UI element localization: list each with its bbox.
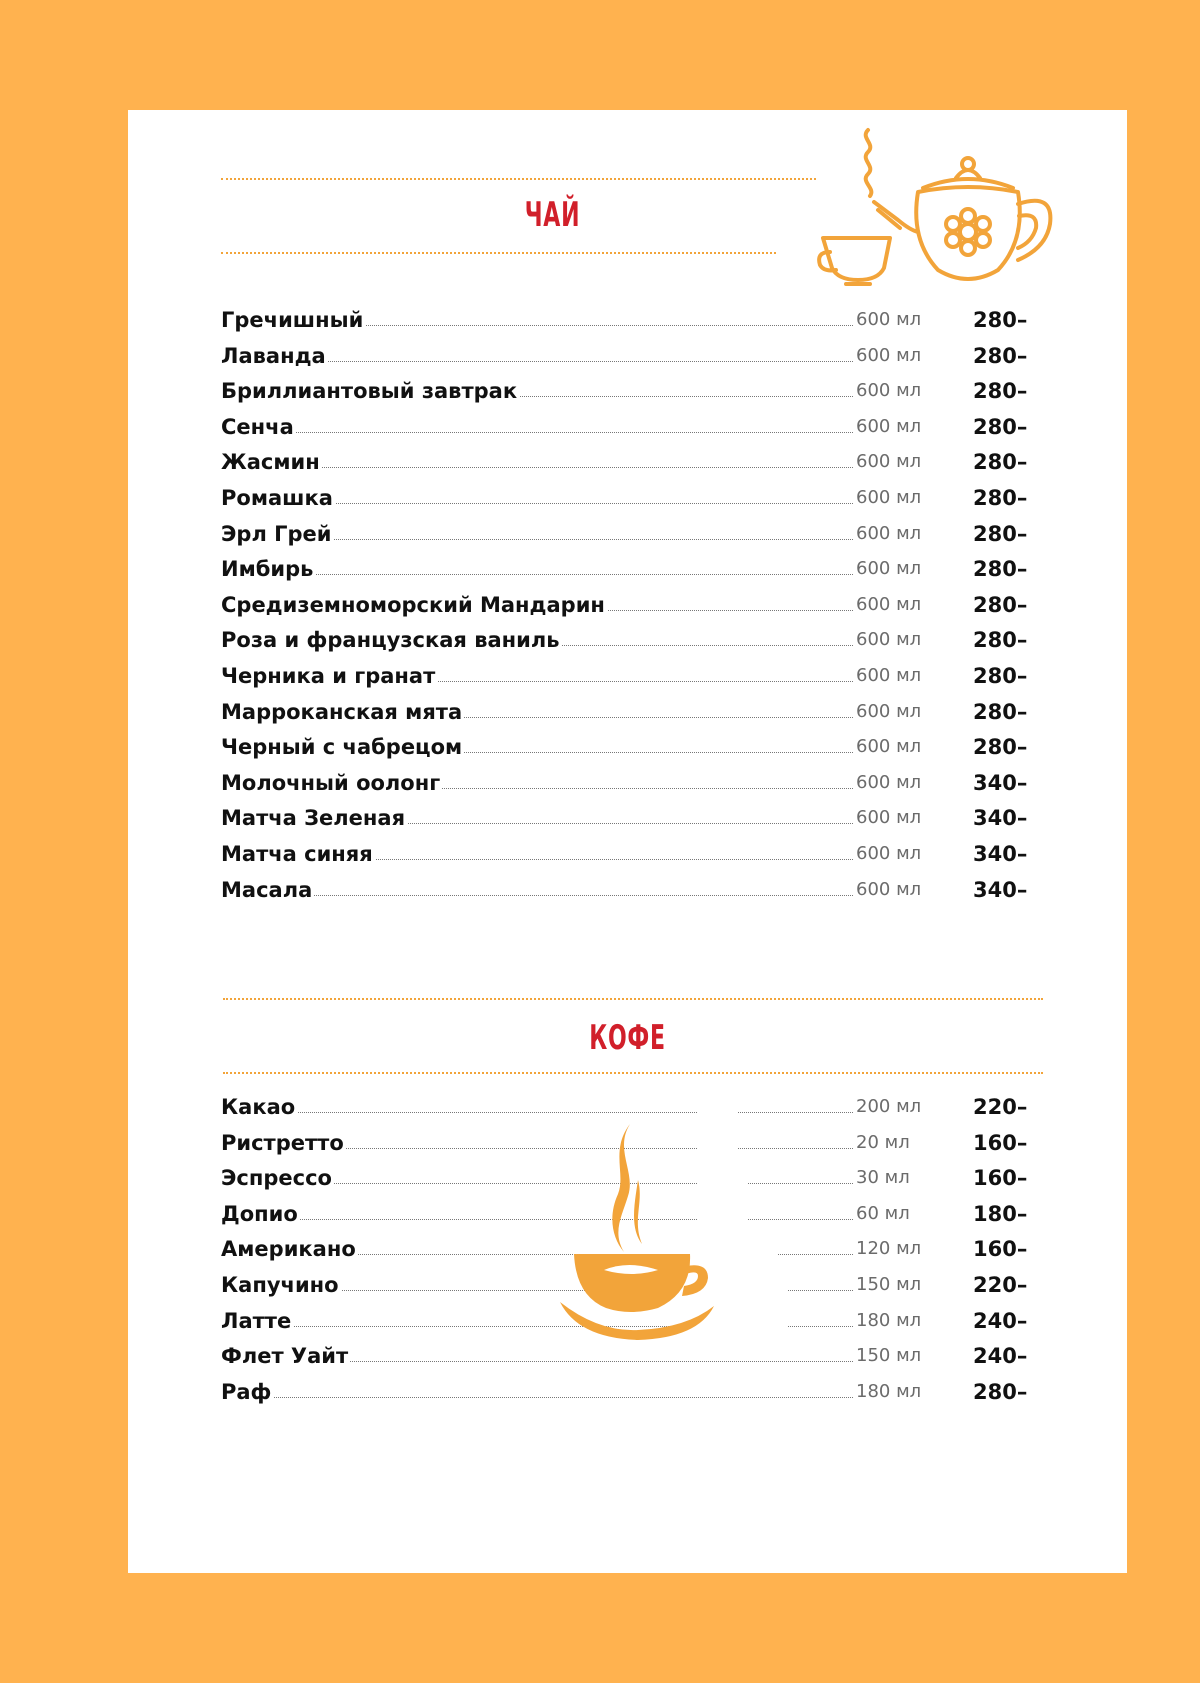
item-price: 340– (973, 770, 1028, 795)
item-price: 280– (973, 414, 1028, 439)
menu-row (128, 766, 1127, 800)
item-volume: 200 мл (856, 1096, 922, 1117)
menu-row (128, 837, 1127, 871)
item-name: Черный с чабрецом (221, 730, 464, 764)
coffee-title: КОФЕ (589, 1018, 666, 1058)
item-price: 160– (973, 1130, 1028, 1155)
item-name: Какао (221, 1090, 297, 1124)
item-volume: 600 мл (856, 843, 922, 864)
item-name: Молочный оолонг (221, 766, 442, 800)
item-price: 240– (973, 1308, 1028, 1333)
menu-row (128, 481, 1127, 515)
tea-top-divider (221, 178, 816, 180)
item-name: Эспрессо (221, 1161, 334, 1195)
item-name: Черника и гранат (221, 659, 437, 693)
tea-bottom-divider (221, 252, 776, 254)
menu-row (128, 588, 1127, 622)
menu-row (128, 1339, 1127, 1373)
item-price: 280– (973, 699, 1028, 724)
menu-row (128, 1090, 1127, 1124)
menu-row (128, 730, 1127, 764)
item-name: Матча Зеленая (221, 801, 407, 835)
item-name: Капучино (221, 1268, 341, 1302)
item-name: Латте (221, 1304, 293, 1338)
leader-dots (221, 432, 853, 433)
item-name: Масала (221, 873, 314, 907)
item-price: 280– (973, 308, 1028, 332)
item-volume: 120 мл (856, 1238, 922, 1260)
item-volume: 600 мл (856, 665, 922, 686)
item-volume: 150 мл (856, 1345, 922, 1367)
menu-row (128, 339, 1127, 373)
item-name: Средиземноморский Мандарин (221, 588, 607, 622)
coffee-top-divider (223, 998, 1043, 1000)
leader-dots (221, 895, 853, 896)
item-volume: 30 мл (856, 1167, 910, 1189)
leader-dots (221, 574, 853, 575)
menu-row (128, 374, 1127, 408)
item-name: Роза и французская ваниль (221, 623, 562, 657)
item-price: 280– (973, 1379, 1028, 1404)
item-volume: 600 мл (856, 344, 922, 366)
item-name: Американо (221, 1232, 358, 1266)
menu-row (128, 801, 1127, 835)
menu-row (128, 623, 1127, 657)
item-volume: 600 мл (856, 380, 922, 402)
menu-sheet (128, 110, 1127, 1573)
item-price: 240– (973, 1344, 1028, 1369)
item-name: Флет Уайт (221, 1339, 350, 1373)
item-volume: 600 мл (856, 629, 922, 651)
item-name: Ромашка (221, 481, 335, 515)
item-price: 160– (973, 1166, 1028, 1191)
item-volume: 600 мл (856, 558, 922, 580)
tea-title: ЧАЙ (524, 195, 581, 235)
item-name: Марроканская мята (221, 695, 464, 729)
menu-row (128, 873, 1127, 907)
item-price: 220– (973, 1095, 1028, 1119)
item-name: Сенча (221, 410, 296, 444)
menu-row (128, 303, 1127, 337)
item-price: 340– (973, 842, 1028, 866)
teapot-and-cup-icon (818, 120, 1058, 290)
item-name: Ристретто (221, 1126, 346, 1160)
steaming-coffee-cup-icon (558, 1120, 718, 1340)
item-name: Жасмин (221, 445, 322, 479)
item-price: 280– (973, 343, 1028, 368)
item-volume: 600 мл (856, 700, 922, 722)
coffee-bottom-divider (223, 1072, 1043, 1074)
menu-row (128, 410, 1127, 444)
item-volume: 600 мл (856, 771, 922, 793)
item-volume: 600 мл (856, 522, 922, 544)
item-volume: 180 мл (856, 1309, 922, 1331)
item-price: 280– (973, 379, 1028, 404)
item-price: 280– (973, 735, 1028, 760)
leader-dots (221, 1219, 853, 1220)
item-price: 280– (973, 664, 1028, 688)
item-volume: 600 мл (856, 451, 922, 473)
item-price: 280– (973, 521, 1028, 546)
dots-gap (698, 1104, 738, 1118)
menu-row (128, 517, 1127, 551)
item-name: Гречишный (221, 303, 365, 337)
item-name: Имбирь (221, 552, 315, 586)
leader-dots (221, 1397, 853, 1398)
item-name: Лаванда (221, 339, 328, 373)
item-volume: 600 мл (856, 415, 922, 437)
item-volume: 600 мл (856, 487, 922, 508)
item-price: 280– (973, 486, 1028, 510)
item-name: Раф (221, 1375, 273, 1409)
item-price: 280– (973, 628, 1028, 653)
item-volume: 20 мл (856, 1131, 910, 1153)
item-name: Матча синяя (221, 837, 375, 871)
item-volume: 180 мл (856, 1380, 922, 1402)
leader-dots (221, 1112, 853, 1113)
menu-row (128, 445, 1127, 479)
menu-row (128, 1375, 1127, 1409)
item-volume: 600 мл (856, 736, 922, 758)
menu-row (128, 552, 1127, 586)
item-name: Эрл Грей (221, 517, 334, 551)
item-price: 280– (973, 450, 1028, 475)
item-price: 160– (973, 1237, 1028, 1262)
item-volume: 150 мл (856, 1274, 922, 1295)
item-price: 180– (973, 1201, 1028, 1226)
menu-row (128, 659, 1127, 693)
item-price: 340– (973, 877, 1028, 902)
item-name: Бриллиантовый завтрак (221, 374, 519, 408)
menu-row (128, 695, 1127, 729)
item-price: 280– (973, 557, 1028, 582)
item-name: Допио (221, 1197, 300, 1231)
item-volume: 600 мл (856, 878, 922, 900)
item-volume: 60 мл (856, 1202, 910, 1224)
item-price: 340– (973, 806, 1028, 831)
item-volume: 600 мл (856, 807, 922, 829)
item-volume: 600 мл (856, 309, 922, 330)
item-price: 280– (973, 592, 1028, 617)
item-price: 220– (973, 1273, 1028, 1297)
item-volume: 600 мл (856, 593, 922, 615)
